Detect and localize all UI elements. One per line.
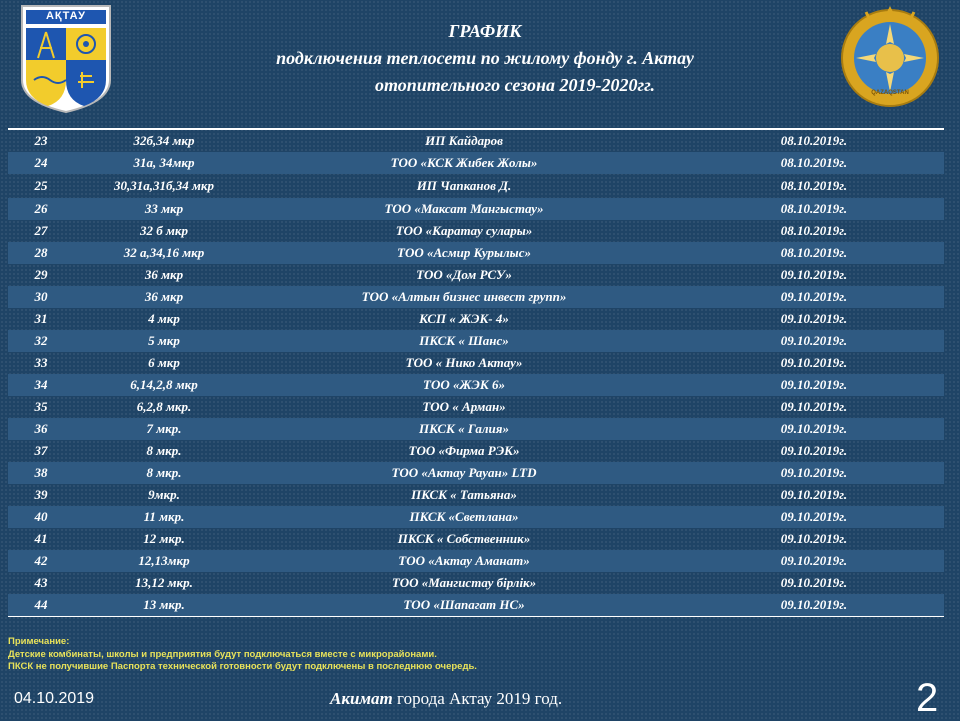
row-date: 09.10.2019г.	[780, 597, 848, 612]
row-address: 36 мкр	[144, 267, 184, 282]
footer-org-bold: Акимат	[330, 689, 393, 708]
row-number: 44	[34, 597, 48, 612]
row-date: 09.10.2019г.	[780, 267, 848, 282]
footer-organization	[330, 689, 562, 709]
table-row	[8, 462, 944, 484]
row-address: 13 мкр.	[143, 597, 185, 612]
row-date: 09.10.2019г.	[780, 443, 848, 458]
table-row	[8, 572, 944, 594]
row-address: 32 б мкр	[140, 223, 188, 238]
row-organization: ТОО «Мангистау бірлік»	[391, 575, 537, 590]
row-organization: ТОО «Фирма РЭК»	[408, 443, 520, 458]
row-address: 4 мкр	[148, 311, 180, 326]
row-date: 09.10.2019г.	[780, 289, 848, 304]
row-number: 33	[34, 355, 48, 370]
row-number: 34	[34, 377, 48, 392]
table-row	[8, 484, 944, 506]
title-line-2: подключения теплосети по жилому фонду г. Актау	[276, 48, 694, 68]
table-row	[8, 594, 944, 616]
row-organization: КСП « ЖЭК- 4»	[419, 311, 509, 326]
row-number: 26	[34, 201, 48, 216]
table-row	[8, 374, 944, 396]
note-title: Примечание:	[8, 636, 70, 647]
row-address: 9мкр.	[148, 487, 180, 502]
kazakhstan-emblem-label: QAZAQSTAN	[871, 90, 909, 96]
row-number: 28	[34, 245, 48, 260]
row-date: 09.10.2019г.	[780, 509, 848, 524]
title-line-1: ГРАФИК	[448, 21, 522, 41]
row-number: 23	[34, 133, 48, 148]
row-address: 6,14,2,8 мкр	[130, 377, 198, 392]
row-number: 32	[34, 333, 48, 348]
row-date: 09.10.2019г.	[780, 531, 848, 546]
note-line-1: Детские комбинаты, школы и предприятия будут подключаться вместе с микрорайонами.	[8, 648, 437, 660]
row-organization: ТОО «Дом РСУ»	[416, 267, 512, 282]
row-date: 09.10.2019г.	[780, 355, 848, 370]
table-row	[8, 396, 944, 418]
row-address: 33 мкр	[144, 201, 184, 216]
table-row	[8, 220, 944, 242]
row-address: 8 мкр.	[146, 443, 182, 458]
table-row	[8, 242, 944, 264]
row-number: 42	[34, 553, 48, 568]
row-number: 29	[34, 267, 48, 282]
row-number: 27	[34, 223, 48, 238]
table-row	[8, 550, 944, 572]
table-row	[8, 130, 944, 152]
row-address: 12,13мкр	[138, 553, 190, 568]
row-date: 09.10.2019г.	[780, 421, 848, 436]
row-number: 35	[34, 399, 48, 414]
row-number: 40	[34, 509, 48, 524]
page-number: 2	[916, 676, 939, 720]
table-row	[8, 418, 944, 440]
row-date: 09.10.2019г.	[780, 553, 848, 568]
row-number: 31	[34, 311, 48, 326]
row-address: 11 мкр.	[143, 509, 185, 524]
row-address: 30,31а,31б,34 мкр	[114, 178, 214, 193]
footer-org-rest: города Актау 2019 год.	[392, 689, 563, 708]
row-number: 41	[34, 531, 48, 546]
footer-date: 04.10.2019	[14, 690, 95, 707]
row-organization: ИП Кайдаров	[425, 133, 503, 148]
row-number: 39	[34, 487, 48, 502]
row-address: 12 мкр.	[143, 531, 185, 546]
note-line-2: ПКСК не получившие Паспорта технической готовности будут подключены в последнюю очередь.	[8, 661, 477, 672]
row-number: 24	[34, 155, 48, 170]
row-organization: ПКСК « Шанс»	[419, 333, 509, 348]
title-line-3: отопительного сезона 2019-2020гг.	[374, 75, 656, 95]
row-organization: ПКСК « Собственник»	[397, 531, 531, 546]
row-organization: ТОО «Актау Аманат»	[398, 553, 530, 568]
row-date: 08.10.2019г.	[780, 223, 848, 238]
aktau-city-emblem	[18, 2, 114, 114]
row-organization: ТОО «ЖЭК 6»	[423, 377, 505, 392]
row-organization: ИП Чапканов Д.	[416, 178, 512, 193]
row-organization: ТОО «Алтын бизнес инвест групп»	[361, 289, 567, 304]
row-date: 08.10.2019г.	[780, 133, 848, 148]
table-row	[8, 506, 944, 528]
row-address: 8 мкр.	[146, 465, 182, 480]
table-row	[8, 198, 944, 220]
row-date: 09.10.2019г.	[780, 487, 848, 502]
row-organization: ПКСК « Галия»	[419, 421, 509, 436]
row-organization: ТОО «КСК Жибек Жолы»	[390, 155, 538, 170]
row-address: 6 мкр	[148, 355, 180, 370]
document-title	[140, 18, 830, 99]
table-row	[8, 286, 944, 308]
row-date: 09.10.2019г.	[780, 311, 848, 326]
row-organization: ПКСК « Татьяна»	[411, 487, 517, 502]
row-address: 7 мкр.	[146, 421, 182, 436]
row-number: 38	[34, 465, 48, 480]
row-address: 5 мкр	[148, 333, 180, 348]
row-address: 36 мкр	[144, 289, 184, 304]
table-row	[8, 440, 944, 462]
row-number: 43	[34, 575, 48, 590]
schedule-table	[8, 128, 944, 617]
row-organization: ТОО «Каратау сулары»	[395, 223, 533, 238]
row-date: 08.10.2019г.	[780, 155, 848, 170]
row-number: 37	[34, 443, 48, 458]
table-row	[8, 264, 944, 286]
note-block	[8, 636, 948, 674]
row-date: 09.10.2019г.	[780, 377, 848, 392]
row-organization: ТОО « Нико Актау»	[405, 355, 523, 370]
row-address: 13,12 мкр.	[135, 575, 193, 590]
row-address: 32 а,34,16 мкр	[123, 245, 205, 260]
row-number: 25	[34, 178, 48, 193]
row-organization: ТОО « Арман»	[422, 399, 506, 414]
row-date: 08.10.2019г.	[780, 245, 848, 260]
row-organization: ПКСК «Светлана»	[409, 509, 519, 524]
row-organization: ТОО «Максат Мангыстау»	[384, 201, 544, 216]
row-organization: ТОО «Актау Рауан» LTD	[391, 465, 537, 480]
table-row	[8, 174, 944, 198]
row-date: 08.10.2019г.	[780, 178, 848, 193]
row-organization: ТОО «Асмир Курылыс»	[397, 245, 531, 260]
table-row	[8, 308, 944, 330]
row-address: 32б,34 мкр	[133, 133, 195, 148]
kazakhstan-state-emblem	[838, 2, 942, 114]
table-row	[8, 152, 944, 174]
row-number: 30	[34, 289, 48, 304]
table-row	[8, 330, 944, 352]
row-date: 09.10.2019г.	[780, 575, 848, 590]
row-address: 6,2,8 мкр.	[136, 399, 192, 414]
table-row	[8, 352, 944, 374]
row-date: 09.10.2019г.	[780, 333, 848, 348]
table-row	[8, 528, 944, 550]
row-date: 08.10.2019г.	[780, 201, 848, 216]
aktau-emblem-label: АҚТАУ	[45, 10, 87, 22]
row-organization: ТОО «Шапагат НС»	[403, 597, 525, 612]
row-number: 36	[34, 421, 48, 436]
row-date: 09.10.2019г.	[780, 399, 848, 414]
row-date: 09.10.2019г.	[780, 465, 848, 480]
row-address: 31а, 34мкр	[133, 155, 195, 170]
